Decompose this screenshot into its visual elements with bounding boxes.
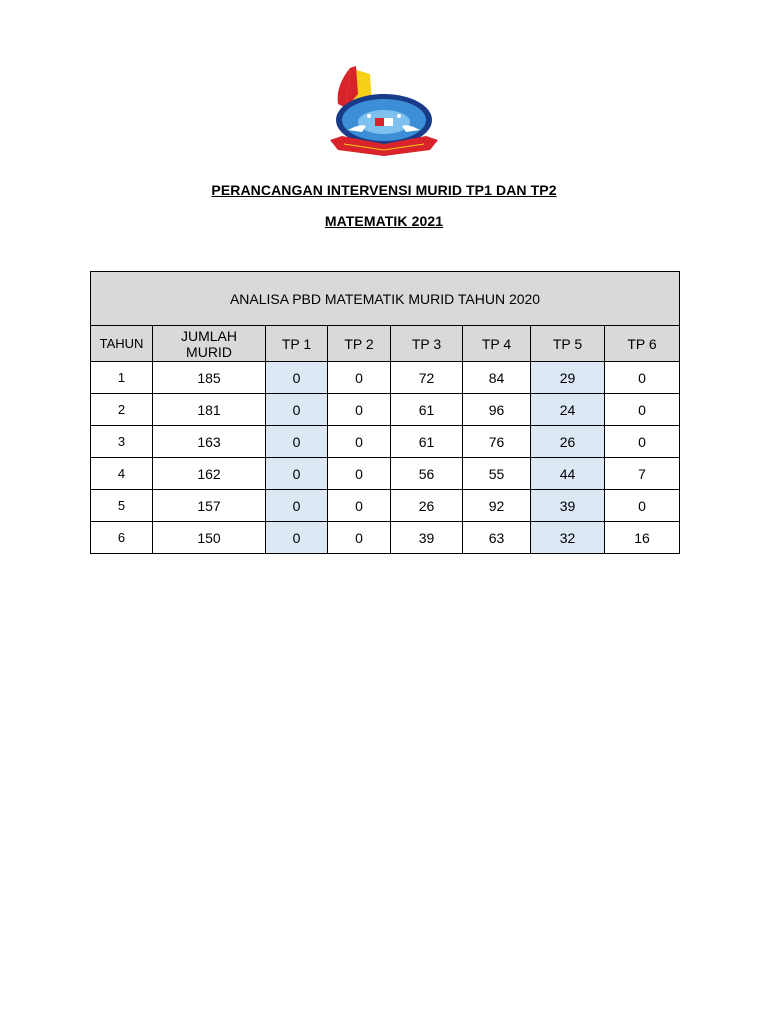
table-cell: 72 bbox=[391, 362, 463, 394]
table-row bbox=[91, 394, 680, 426]
column-header: JUMLAH MURID bbox=[153, 326, 266, 362]
table-cell: 163 bbox=[153, 426, 266, 458]
table-row bbox=[91, 522, 680, 554]
table-cell: 7 bbox=[605, 458, 680, 490]
table-cell: 185 bbox=[153, 362, 266, 394]
table-cell: 96 bbox=[463, 394, 531, 426]
table-cell: 3 bbox=[91, 426, 153, 458]
table-cell: 1 bbox=[91, 362, 153, 394]
table-cell: 4 bbox=[91, 458, 153, 490]
page-title: PERANCANGAN INTERVENSI MURID TP1 DAN TP2 bbox=[211, 182, 557, 198]
column-header: TP 3 bbox=[391, 326, 463, 362]
table-cell: 39 bbox=[391, 522, 463, 554]
table-cell: 0 bbox=[328, 522, 391, 554]
table-cell: 162 bbox=[153, 458, 266, 490]
table-cell: 0 bbox=[605, 362, 680, 394]
table-row bbox=[91, 362, 680, 394]
table-cell: 26 bbox=[531, 426, 605, 458]
table-cell: 84 bbox=[463, 362, 531, 394]
table-cell: 0 bbox=[328, 490, 391, 522]
table-cell: 24 bbox=[531, 394, 605, 426]
table-cell: 0 bbox=[605, 490, 680, 522]
table-cell: 0 bbox=[328, 362, 391, 394]
table-caption: ANALISA PBD MATEMATIK MURID TAHUN 2020 bbox=[91, 272, 680, 326]
table-cell: 32 bbox=[531, 522, 605, 554]
table-cell: 0 bbox=[328, 458, 391, 490]
table-cell: 39 bbox=[531, 490, 605, 522]
table-cell: 61 bbox=[391, 394, 463, 426]
table-cell: 5 bbox=[91, 490, 153, 522]
pbd-analysis-table bbox=[90, 271, 680, 554]
column-header: TAHUN bbox=[91, 326, 153, 362]
table-cell: 0 bbox=[266, 394, 328, 426]
table-cell: 63 bbox=[463, 522, 531, 554]
table-cell: 0 bbox=[328, 394, 391, 426]
table-row bbox=[91, 426, 680, 458]
table-cell: 0 bbox=[605, 426, 680, 458]
table-cell: 0 bbox=[266, 458, 328, 490]
table-cell: 16 bbox=[605, 522, 680, 554]
table-cell: 56 bbox=[391, 458, 463, 490]
school-crest-logo bbox=[326, 64, 442, 156]
table-cell: 44 bbox=[531, 458, 605, 490]
table-row bbox=[91, 490, 680, 522]
column-header: TP 5 bbox=[531, 326, 605, 362]
table-cell: 181 bbox=[153, 394, 266, 426]
table-cell: 150 bbox=[153, 522, 266, 554]
table-cell: 0 bbox=[266, 362, 328, 394]
page-subtitle: MATEMATIK 2021 bbox=[324, 213, 444, 229]
table-cell: 0 bbox=[266, 522, 328, 554]
table-cell: 0 bbox=[266, 490, 328, 522]
column-header: TP 4 bbox=[463, 326, 531, 362]
table-cell: 0 bbox=[266, 426, 328, 458]
table-row bbox=[91, 458, 680, 490]
column-header: TP 1 bbox=[266, 326, 328, 362]
column-header: TP 6 bbox=[605, 326, 680, 362]
table-cell: 61 bbox=[391, 426, 463, 458]
table-cell: 55 bbox=[463, 458, 531, 490]
table-cell: 0 bbox=[328, 426, 391, 458]
table-header-row bbox=[91, 326, 680, 362]
table-cell: 76 bbox=[463, 426, 531, 458]
table-cell: 26 bbox=[391, 490, 463, 522]
column-header: TP 2 bbox=[328, 326, 391, 362]
table-cell: 0 bbox=[605, 394, 680, 426]
table-cell: 6 bbox=[91, 522, 153, 554]
table-cell: 29 bbox=[531, 362, 605, 394]
table-cell: 157 bbox=[153, 490, 266, 522]
table-cell: 92 bbox=[463, 490, 531, 522]
table-cell: 2 bbox=[91, 394, 153, 426]
